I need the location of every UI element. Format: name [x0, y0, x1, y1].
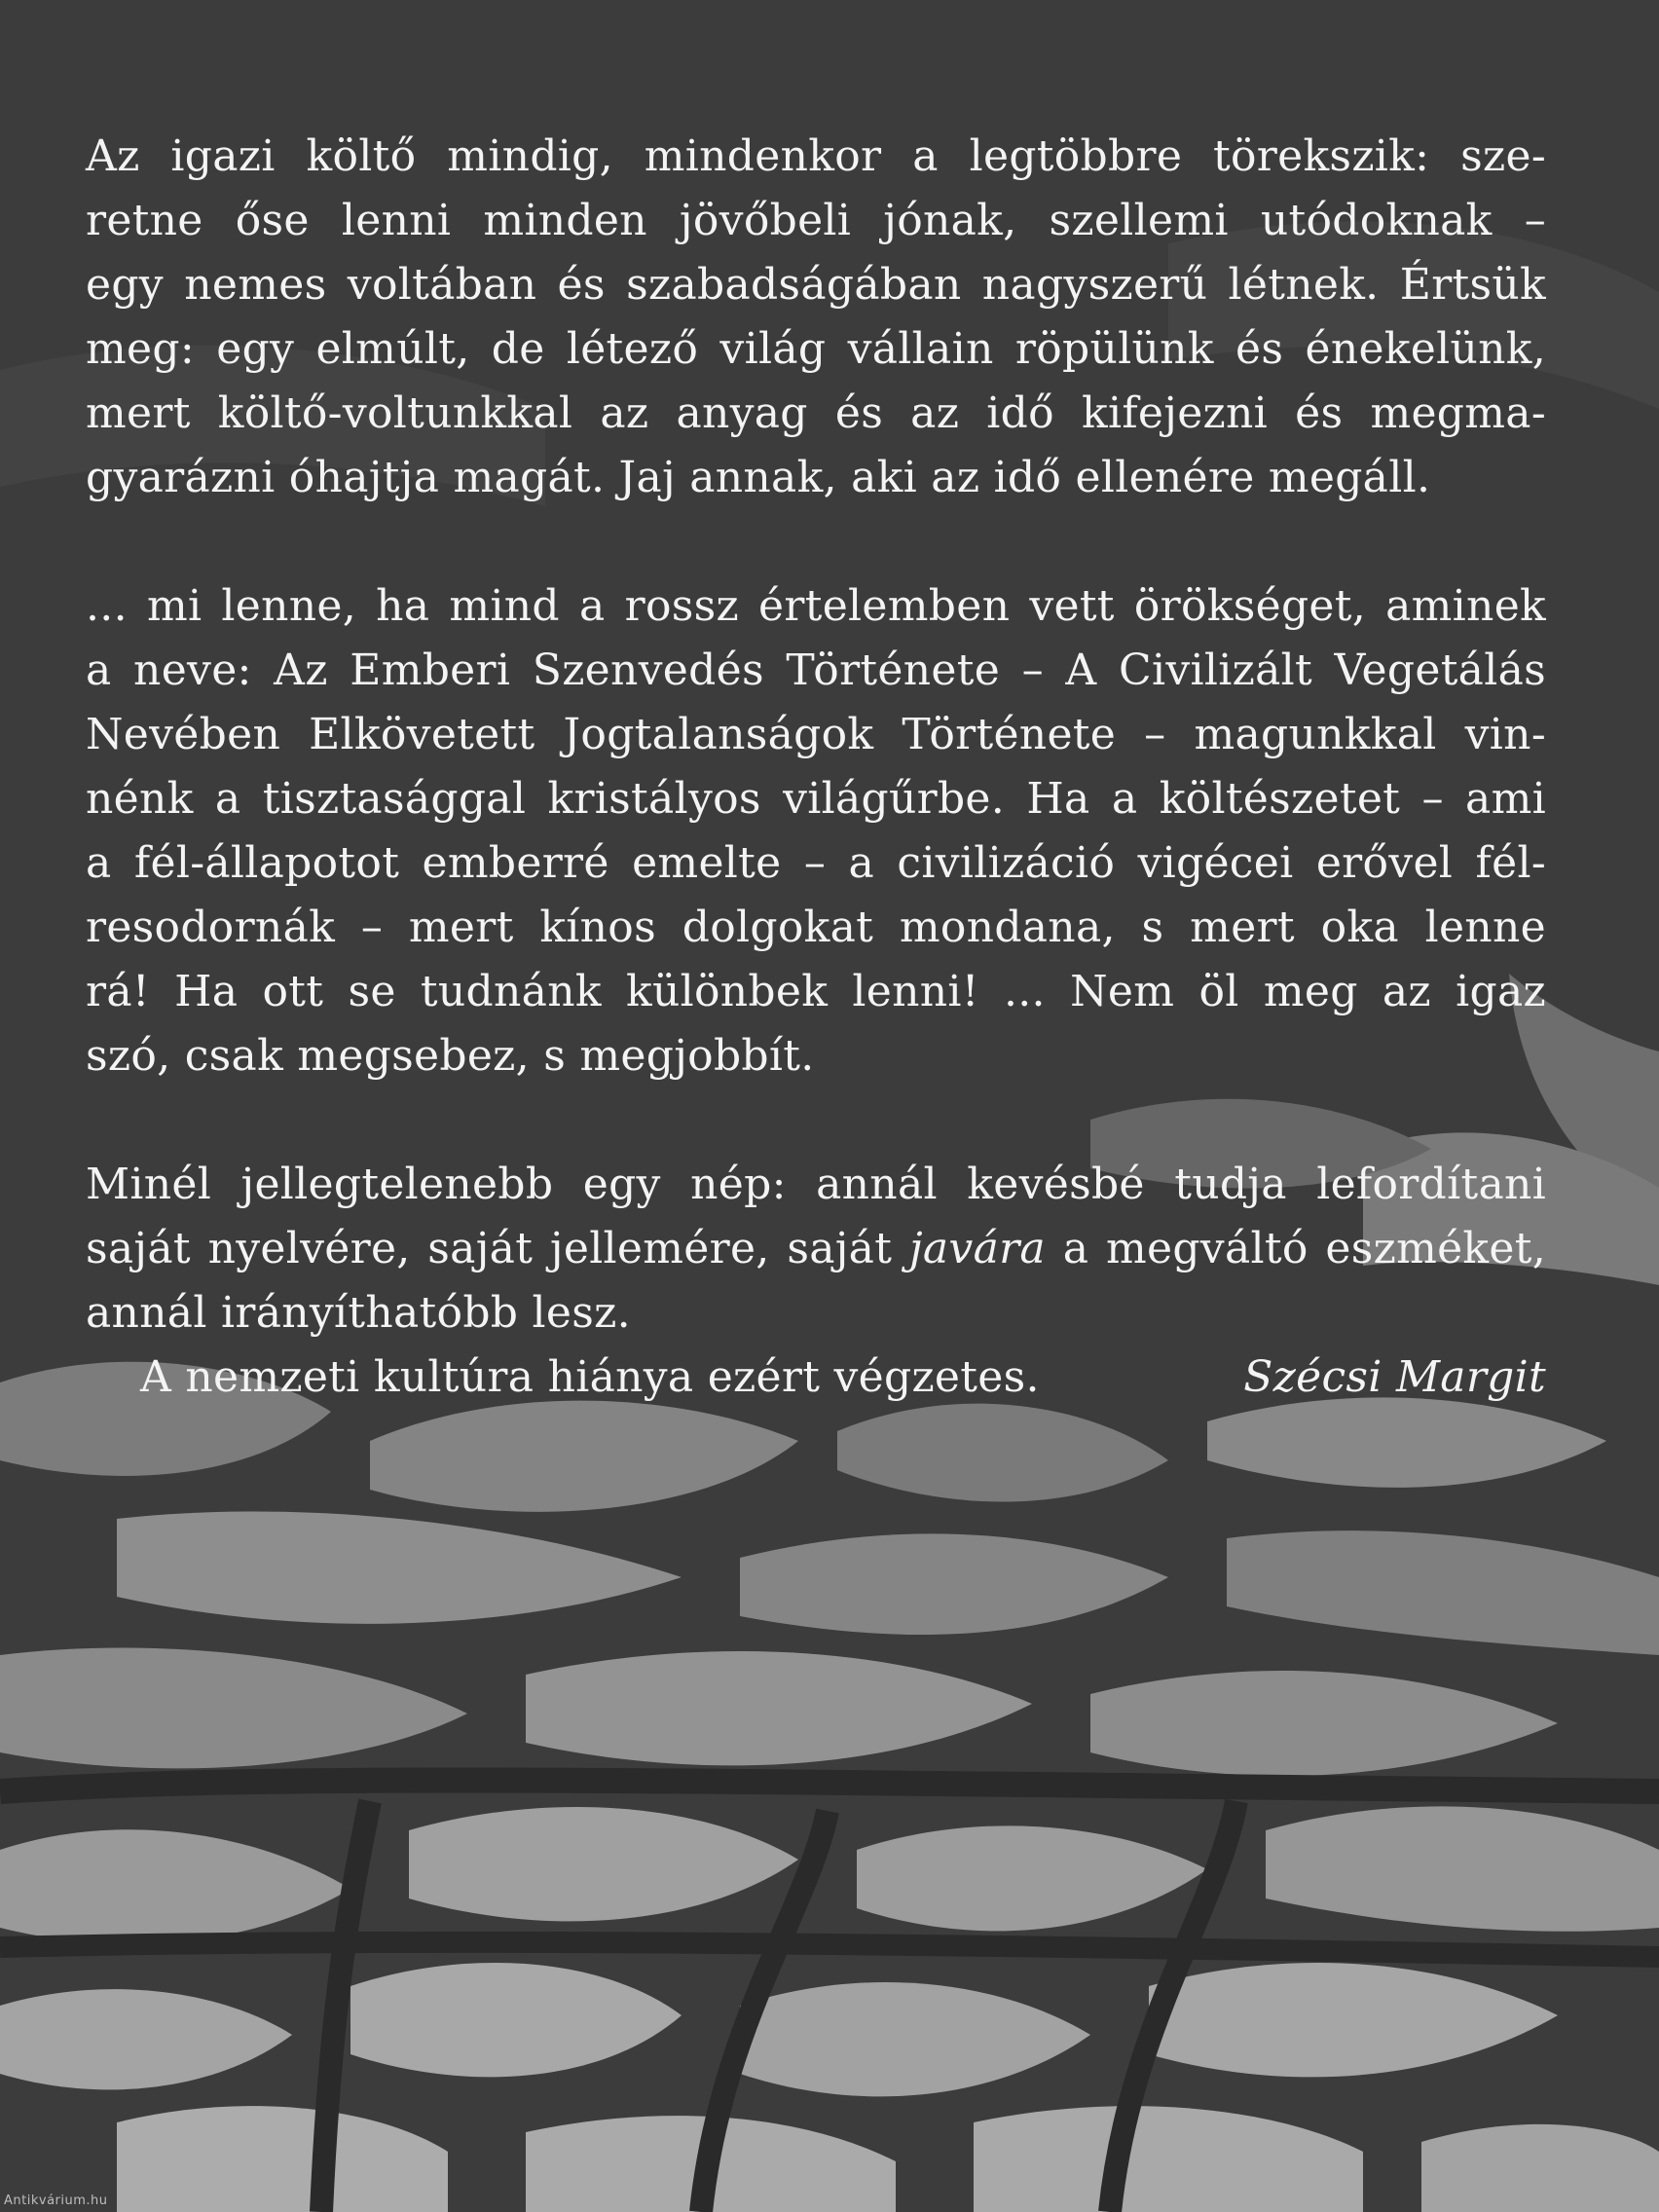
- text-line: nénk a tisztasággal kristályos világűrbe. Ha a költészetet – ami: [86, 774, 1546, 824]
- text-line: resodornák – mert kínos dolgokat mondana, s mert oka lenne: [86, 903, 1546, 952]
- emphasis-text: javára: [908, 1224, 1046, 1273]
- paragraph-1: [86, 125, 1546, 510]
- text-line: retne őse lenni minden jövőbeli jónak, szellemi utódoknak –: [86, 196, 1546, 245]
- text-line: Az igazi költő mindig, mindenkor a legtöbbre törekszik: sze-: [86, 131, 1546, 181]
- closing-line: [86, 1346, 1546, 1410]
- text-segment: saját nyelvére, saját jellemére, saját: [86, 1224, 909, 1273]
- text-line: a fél-állapotot emberré emelte – a civilizáció vigécei erővel fél-: [86, 838, 1546, 888]
- author-signature: Szécsi Margit: [1243, 1352, 1546, 1402]
- paragraph-2: [86, 574, 1546, 1088]
- watermark: Antikvárium.hu: [4, 2194, 108, 2208]
- text-line: Nevében Elkövetett Jogtalanságok Története – magunkkal vin-: [86, 710, 1546, 759]
- text-line: rá! Ha ott se tudnánk különbek lenni! ... Nem öl meg az igaz: [86, 967, 1546, 1016]
- text-line: a neve: Az Emberi Szenvedés Története – A Civilizált Vegetálás: [86, 645, 1546, 695]
- text-line: ... mi lenne, ha mind a rossz értelemben vett örökséget, aminek: [86, 581, 1546, 631]
- paragraph-3: [86, 1153, 1546, 1410]
- text-line: A nemzeti kultúra hiánya ezért végzetes.: [140, 1352, 1040, 1402]
- text-line: mert költő-voltunkkal az anyag és az idő kifejezni és megma-: [86, 388, 1546, 438]
- text-line: annál irányíthatóbb lesz.: [86, 1288, 631, 1338]
- text-line: Minél jellegtelenebb egy nép: annál kevésbé tudja lefordítani: [86, 1160, 1546, 1209]
- text-line: szó, csak megsebez, s megjobbít.: [86, 1031, 815, 1081]
- text-line: meg: egy elmúlt, de létező világ vállain röpülünk és énekelünk,: [86, 324, 1546, 374]
- quote-text-block: [86, 125, 1546, 1474]
- text-line: gyarázni óhajtja magát. Jaj annak, aki az idő ellenére megáll.: [86, 453, 1431, 502]
- text-segment: a megváltó eszméket,: [1045, 1224, 1547, 1273]
- text-line: egy nemes voltában és szabadságában nagyszerű létnek. Értsük: [86, 260, 1546, 310]
- text-line: [86, 1217, 1546, 1281]
